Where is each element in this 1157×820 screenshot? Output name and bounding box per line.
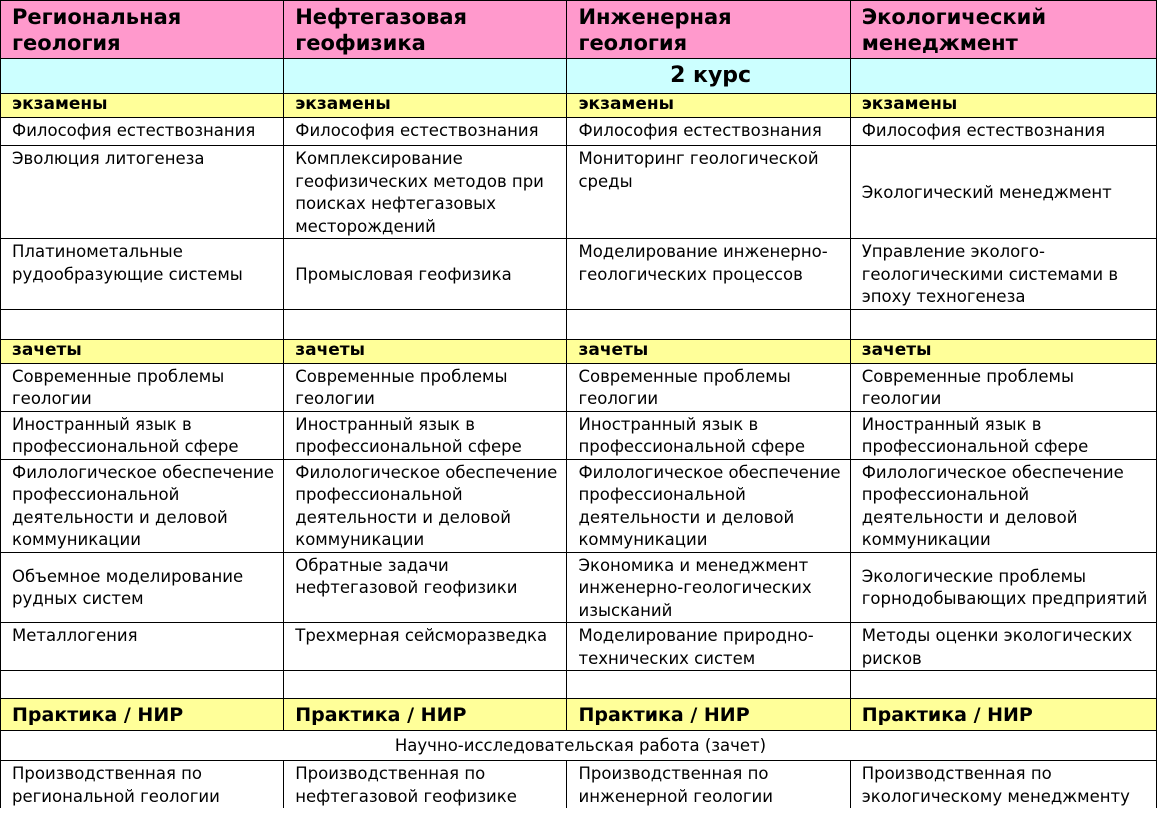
subject-cell: Моделирование природно-технических систем bbox=[567, 623, 850, 671]
subject-cell: Иностранный язык в профессиональной сфере bbox=[1, 411, 284, 459]
subject-cell: Производственная по нефтегазовой геофизике bbox=[284, 761, 567, 809]
column-header: Региональная геология bbox=[1, 1, 284, 59]
subject-cell: Филологическое обеспечение профессиональной деятельности и деловой коммуникации bbox=[850, 459, 1156, 552]
column-header: Нефтегазовая геофизика bbox=[284, 1, 567, 59]
table-row bbox=[1, 552, 1157, 623]
section-label: Практика / НИР bbox=[850, 699, 1156, 731]
header-row bbox=[1, 1, 1157, 59]
subject-cell: Философия естествознания bbox=[850, 118, 1156, 146]
subject-cell: Металлогения bbox=[1, 623, 284, 671]
subject-cell: Платинометальные рудообразующие системы bbox=[1, 239, 284, 310]
section-label: экзамены bbox=[567, 94, 850, 118]
course-label: 2 курс bbox=[567, 59, 850, 94]
subject-cell: Современные проблемы геологии bbox=[567, 363, 850, 411]
subject-cell: Промысловая геофизика bbox=[284, 239, 567, 310]
section-label: экзамены bbox=[1, 94, 284, 118]
course-row bbox=[1, 59, 1157, 94]
subject-cell: Философия естествознания bbox=[1, 118, 284, 146]
subject-cell: Комплексирование геофизических методов при поисках нефтегазовых месторождений bbox=[284, 146, 567, 239]
subject-cell: Производственная по экологическому менеджменту bbox=[850, 761, 1156, 809]
section-label: экзамены bbox=[284, 94, 567, 118]
empty-row bbox=[1, 671, 1157, 699]
subject-cell: Производственная по инженерной геологии bbox=[567, 761, 850, 809]
research-work-cell: Научно-исследовательская работа (зачет) bbox=[1, 731, 1157, 761]
section-label: зачеты bbox=[284, 339, 567, 363]
table-row bbox=[1, 459, 1157, 552]
subject-cell: Объемное моделирование рудных систем bbox=[1, 552, 284, 623]
table-row bbox=[1, 146, 1157, 239]
table-row bbox=[1, 363, 1157, 411]
subject-cell: Методы оценки экологических рисков bbox=[850, 623, 1156, 671]
research-work-row bbox=[1, 731, 1157, 761]
subject-cell: Современные проблемы геологии bbox=[284, 363, 567, 411]
credits-section-row bbox=[1, 339, 1157, 363]
subject-cell: Современные проблемы геологии bbox=[1, 363, 284, 411]
section-label: Практика / НИР bbox=[567, 699, 850, 731]
table-row bbox=[1, 239, 1157, 310]
section-label: Практика / НИР bbox=[284, 699, 567, 731]
subject-cell: Производственная по региональной геологии bbox=[1, 761, 284, 809]
section-label: зачеты bbox=[850, 339, 1156, 363]
exams-section-row bbox=[1, 94, 1157, 118]
subject-cell: Филологическое обеспечение профессиональной деятельности и деловой коммуникации bbox=[567, 459, 850, 552]
section-label: экзамены bbox=[850, 94, 1156, 118]
subject-cell: Философия естествознания bbox=[284, 118, 567, 146]
subject-cell: Эволюция литогенеза bbox=[1, 146, 284, 239]
subject-cell: Экономика и менеджмент инженерно-геологических изысканий bbox=[567, 552, 850, 623]
subject-cell: Филологическое обеспечение профессиональной деятельности и деловой коммуникации bbox=[1, 459, 284, 552]
subject-cell: Иностранный язык в профессиональной сфере bbox=[850, 411, 1156, 459]
subject-cell: Управление эколого-геологическими системами в эпоху техногенеза bbox=[850, 239, 1156, 310]
column-header: Инженерная геология bbox=[567, 1, 850, 59]
table-row bbox=[1, 411, 1157, 459]
subject-cell: Обратные задачи нефтегазовой геофизики bbox=[284, 552, 567, 623]
subject-cell: Иностранный язык в профессиональной сфере bbox=[567, 411, 850, 459]
table-row bbox=[1, 761, 1157, 809]
table-row bbox=[1, 623, 1157, 671]
table-row bbox=[1, 118, 1157, 146]
practice-section-row bbox=[1, 699, 1157, 731]
subject-cell: Современные проблемы геологии bbox=[850, 363, 1156, 411]
section-label: зачеты bbox=[567, 339, 850, 363]
subject-cell: Иностранный язык в профессиональной сфере bbox=[284, 411, 567, 459]
empty-row bbox=[1, 309, 1157, 339]
subject-cell: Философия естествознания bbox=[567, 118, 850, 146]
subject-cell: Моделирование инженерно-геологических процессов bbox=[567, 239, 850, 310]
subject-cell: Экологические проблемы горнодобывающих предприятий bbox=[850, 552, 1156, 623]
subject-cell: Филологическое обеспечение профессиональной деятельности и деловой коммуникации bbox=[284, 459, 567, 552]
section-label: зачеты bbox=[1, 339, 284, 363]
column-header: Экологический менеджмент bbox=[850, 1, 1156, 59]
subject-cell: Мониторинг геологической среды bbox=[567, 146, 850, 239]
subject-cell: Трехмерная сейсморазведка bbox=[284, 623, 567, 671]
section-label: Практика / НИР bbox=[1, 699, 284, 731]
subject-cell: Экологический менеджмент bbox=[850, 146, 1156, 239]
